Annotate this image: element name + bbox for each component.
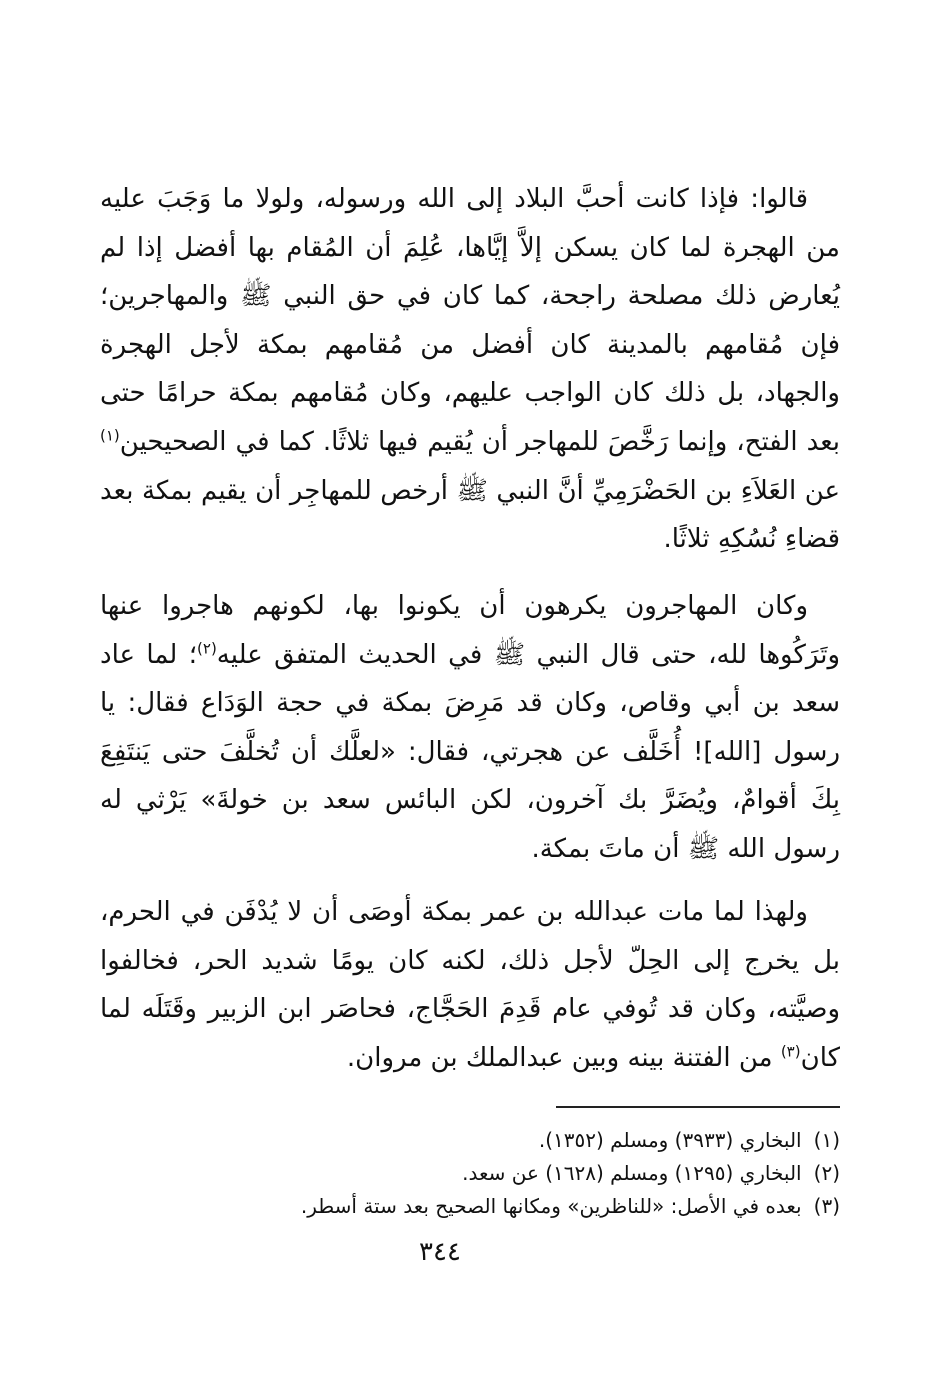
footnote-text: البخاري (١٢٩٥) ومسلم (١٦٢٨) عن سعد. (462, 1161, 802, 1185)
footnote-2 (100, 1157, 840, 1190)
footnote-ref-1: (١) (100, 426, 120, 445)
footnotes (100, 1124, 840, 1223)
footnote-ref-2: (٢) (197, 638, 217, 657)
footnote-number: (١) (813, 1128, 840, 1152)
paragraph-1-text-a: قالوا: فإذا كانت أحبَّ البلاد إلى الله ورسوله، ولولا ما وَجَبَ عليه من الهجرة لما كان يسكن إلاَّ إيَّاها، عُلِمَ أن المُقام بها أفضل إذا لم يُعارض ذلك مصلحة راجحة، كما كان في حق النبي ﷺ والمهاجرين؛ فإن مُقامهم بالمدينة كان أفضل من مُقامهم بمكة لأجل الهجرة والجهاد، بل ذلك كان الواجب عليهم، وكان مُقامهم بمكة حرامًا حتى بعد الفتح، وإنما رَخَّصَ للمهاجر أن يُقيم فيها ثلاثًا. كما في الصحيحين (100, 184, 840, 457)
footnote-text: بعده في الأصل: «للناظرين» ومكانها الصحيح بعد ستة أسطر. (300, 1194, 802, 1218)
footnote-number: (٢) (813, 1161, 840, 1185)
paragraph-1 (100, 175, 840, 564)
footnote-3 (100, 1190, 840, 1223)
footnote-ref-3: (٣) (780, 1042, 801, 1061)
paragraph-2-text-b: ؛ لما عاد سعد بن أبي وقاص، وكان قد مَرِضَ بمكة في حجة الوَدَاع فقال: يا رسول [الله]! أُخَلَّف عن هجرتي، فقال: «لعلَّك أن تُخلَّفَ حتى يَنتَفِعَ بِكَ أقوامٌ، ويُضَرَّ بك آخرون، لكن البائس سعد بن خولةَ» يَرْثي له رسول الله ﷺ أن ماتَ بمكة. (100, 639, 840, 864)
paragraph-2 (100, 582, 840, 874)
paragraph-3 (100, 888, 840, 1082)
paragraph-1-text-b: عن العَلاَءِ بن الحَضْرَمِيِّ أنَّ النبي ﷺ أرخص للمهاجِر أن يقيم بمكة بعد قضاءِ نُسُكِهِ ثلاثًا. (100, 475, 840, 555)
footnote-number: (٣) (813, 1194, 840, 1218)
paragraph-2-text-a: وكان المهاجرون يكرهون أن يكونوا بها، لكونهم هاجروا عنها وتَرَكُوها لله، حتى قال النبي ﷺ في الحديث المتفق عليه (100, 591, 841, 670)
page-number: ٣٤٤ (419, 1237, 461, 1267)
paragraph-3-text-b: من الفتنة بينه وبين عبدالملك بن مروان. (346, 1042, 781, 1073)
footnote-text: البخاري (٣٩٣٣) ومسلم (١٣٥٢). (538, 1128, 802, 1152)
footnote-1 (100, 1124, 840, 1157)
footnote-separator (556, 1106, 840, 1108)
paragraph-3-text-a: ولهذا لما مات عبدالله بن عمر بمكة أوصَى أن لا يُدْفَن في الحرم، بل يخرج إلى الحِلّ لأجل ذلك، لكنه كان يومًا شديد الحر، فخالفوا وصيَّته، وكان قد تُوفي عام قَدِمَ الحَجَّاج، فحاصَر ابن الزبير وقَتَلَه لما كان (100, 897, 840, 1073)
